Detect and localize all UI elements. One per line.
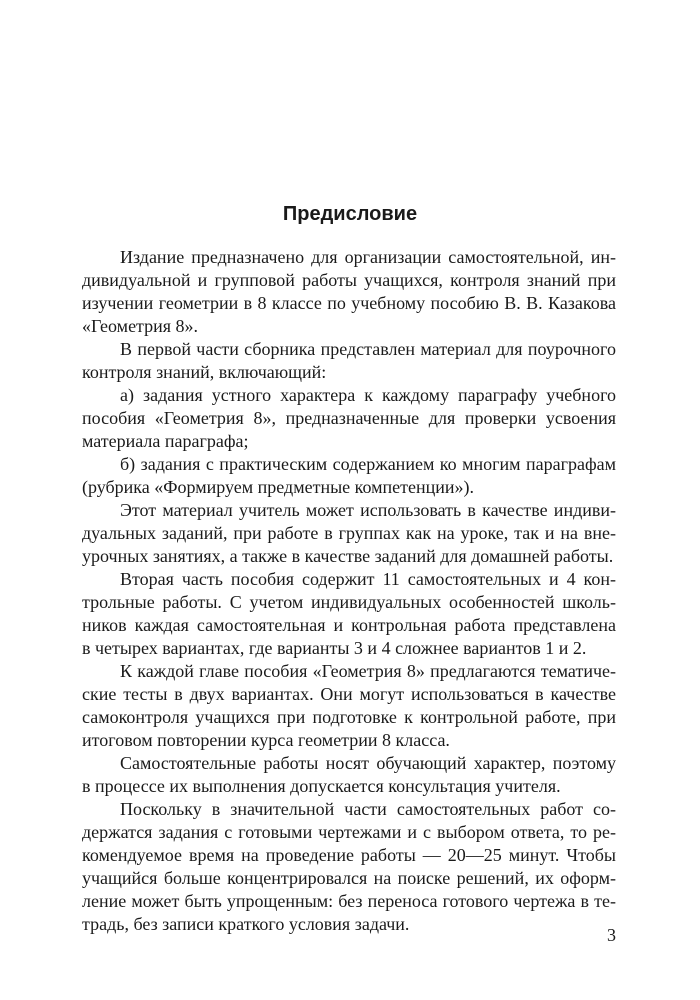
- paragraph: [82, 798, 616, 936]
- text-line: пособия «Геометрия 8», предназначенные для проверки усвоения: [82, 408, 616, 428]
- paragraph: [82, 568, 616, 660]
- text-line: в процессе их выполнения допускается консультация учителя.: [82, 776, 561, 796]
- text-line: держатся задания с готовыми чертежами и с выбором ответа, то ре-: [82, 822, 616, 842]
- text-line: К каждой главе пособия «Геометрия 8» предлагаются тематиче-: [120, 661, 616, 681]
- paragraph: [82, 338, 616, 384]
- text-line: Издание предназначено для организации самостоятельной, ин-: [120, 247, 616, 267]
- text-line: Вторая часть пособия содержит 11 самостоятельных и 4 кон-: [120, 569, 616, 589]
- paragraph: [82, 453, 616, 499]
- text-line: дуальных заданий, при работе в группах как на уроке, так и на вне-: [82, 523, 616, 543]
- paragraph: [82, 384, 616, 453]
- paragraph: [82, 752, 616, 798]
- body-text: [82, 246, 616, 936]
- text-line: б) задания с практическим содержанием ко многим параграфам: [120, 454, 616, 474]
- page-title: Предисловие: [282, 203, 418, 225]
- text-line: «Геометрия 8».: [82, 316, 199, 336]
- text-line: контроля знаний, включающий:: [82, 362, 327, 382]
- paragraph: [82, 660, 616, 752]
- text-line: учащийся больше концентрировался на поиске решений, их оформ-: [82, 868, 616, 888]
- text-line: ников каждая самостоятельная и контрольная работа представлена: [82, 615, 616, 635]
- paragraph: [82, 246, 616, 338]
- paragraph: [82, 499, 616, 568]
- text-line: изучении геометрии в 8 классе по учебному пособию В. В. Казакова: [82, 293, 616, 313]
- text-line: в четырех вариантах, где варианты 3 и 4 сложнее вариантов 1 и 2.: [82, 638, 587, 658]
- text-line: ление может быть упрощенным: без переноса готового чертежа в те-: [82, 891, 616, 911]
- page-number: 3: [607, 925, 616, 945]
- text-line: трольные работы. С учетом индивидуальных особенностей школь-: [82, 592, 616, 612]
- text-line: а) задания устного характера к каждому параграфу учебного: [120, 385, 616, 405]
- text-line: материала параграфа;: [82, 431, 249, 451]
- text-line: традь, без записи краткого условия задачи.: [82, 914, 410, 934]
- text-line: Самостоятельные работы носят обучающий характер, поэтому: [120, 753, 616, 773]
- text-line: Этот материал учитель может использовать в качестве индиви-: [120, 500, 616, 520]
- text-line: комендуемое время на проведение работы — 20—25 минут. Чтобы: [82, 845, 616, 865]
- text-line: урочных занятиях, а также в качестве заданий для домашней работы.: [82, 546, 614, 566]
- text-line: ские тесты в двух вариантах. Они могут использоваться в качестве: [82, 684, 616, 704]
- text-line: дивидуальной и групповой работы учащихся, контроля знаний при: [82, 270, 616, 290]
- text-line: В первой части сборника представлен материал для поурочного: [120, 339, 616, 359]
- text-line: самоконтроля учащихся при подготовке к контрольной работе, при: [82, 707, 616, 727]
- text-line: итоговом повторении курса геометрии 8 класса.: [82, 730, 450, 750]
- text-line: (рубрика «Формируем предметные компетенции»).: [82, 477, 475, 497]
- text-line: Поскольку в значительной части самостоятельных работ со-: [120, 799, 616, 819]
